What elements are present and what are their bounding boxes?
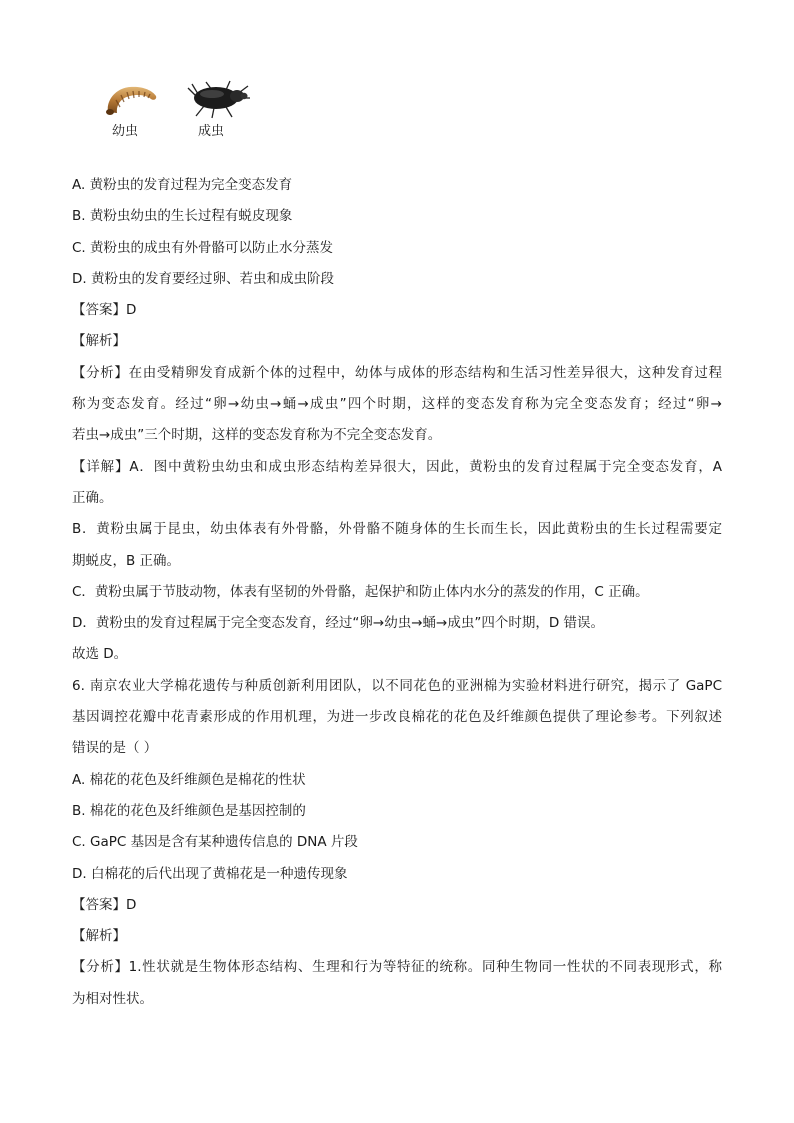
adult-label: 成虫: [198, 124, 225, 139]
q5-jiexi-heading: 【解析】: [72, 333, 126, 350]
q5-option-b: B. 黄粉虫幼虫的生长过程有蜕皮现象: [72, 208, 293, 225]
q5-detail-line-7: 故选 D。: [72, 646, 128, 663]
q6-option-c: C. GaPC 基因是含有某种遗传信息的 DNA 片段: [72, 834, 358, 851]
q6-answer: 【答案】D: [72, 896, 137, 913]
mealworm-figure: [96, 76, 266, 144]
q5-detail-line-5: C．黄粉虫属于节肢动物，体表有坚韧的外骨骼，起保护和防止体内水分的蒸发的作用，C 正确。: [72, 583, 649, 600]
q6-stem-line-3: 错误的是（ ）: [72, 740, 158, 757]
q5-analysis-line-2: 称为变态发育。经过“卵→幼虫→蛹→成虫”四个时期，这样的变态发育称为完全变态发育；经过“卵→: [72, 396, 722, 413]
q5-option-a: A. 黄粉虫的发育过程为完全变态发育: [72, 177, 293, 193]
q5-option-c: C. 黄粉虫的成虫有外骨骼可以防止水分蒸发: [72, 239, 334, 256]
q5-detail-line-1: 【详解】A．图中黄粉虫幼虫和成虫形态结构差异很大，因此，黄粉虫的发育过程属于完全变态发育，A: [72, 458, 722, 475]
q6-analysis-line-2: 为相对性状。: [72, 990, 153, 1007]
q6-option-d: D. 白棉花的后代出现了黄棉花是一种遗传现象: [72, 865, 348, 882]
q5-detail-line-6: D．黄粉虫的发育过程属于完全变态发育，经过“卵→幼虫→蛹→成虫”四个时期，D 错误。: [72, 615, 605, 632]
q5-detail-line-3: B．黄粉虫属于昆虫，幼虫体表有外骨骼，外骨骼不随身体的生长而生长，因此黄粉虫的生长过程需要定: [72, 521, 722, 538]
q6-stem-line-2: 基因调控花瓣中花青素形成的作用机理，为进一步改良棉花的花色及纤维颜色提供了理论参考。下列叙述: [72, 709, 722, 726]
q6-jiexi-heading: 【解析】: [72, 928, 126, 945]
document-content: [72, 170, 722, 1015]
q6-option-a: A. 棉花的花色及纤维颜色是棉花的性状: [72, 771, 306, 788]
larva-label: 幼虫: [112, 124, 139, 139]
q5-detail-line-4: 期蜕皮，B 正确。: [72, 552, 181, 569]
q5-analysis-line-1: 【分析】在由受精卵发育成新个体的过程中，幼体与成体的形态结构和生活习性差异很大，这种发育过程: [72, 364, 722, 381]
q5-analysis-line-3: 若虫→成虫”三个时期，这样的变态发育称为不完全变态发育。: [72, 427, 442, 444]
adult-figure: [182, 76, 252, 139]
q6-stem-line-1: 6. 南京农业大学棉花遗传与种质创新利用团队，以不同花色的亚洲棉为实验材料进行研究，揭示了 GaPC: [72, 677, 722, 694]
mealworm-larva-icon: [100, 76, 160, 120]
q6-option-b: B. 棉花的花色及纤维颜色是基因控制的: [72, 802, 306, 819]
q5-detail-line-2: 正确。: [72, 489, 113, 506]
larva-figure: [100, 76, 160, 139]
q5-answer: 【答案】D: [72, 302, 137, 319]
q6-analysis-line-1: 【分析】1.性状就是生物体形态结构、生理和行为等特征的统称。同种生物同一性状的不同表现形式，称: [72, 959, 722, 976]
beetle-icon: [182, 76, 252, 120]
q5-option-d: D. 黄粉虫的发育要经过卵、若虫和成虫阶段: [72, 270, 334, 287]
